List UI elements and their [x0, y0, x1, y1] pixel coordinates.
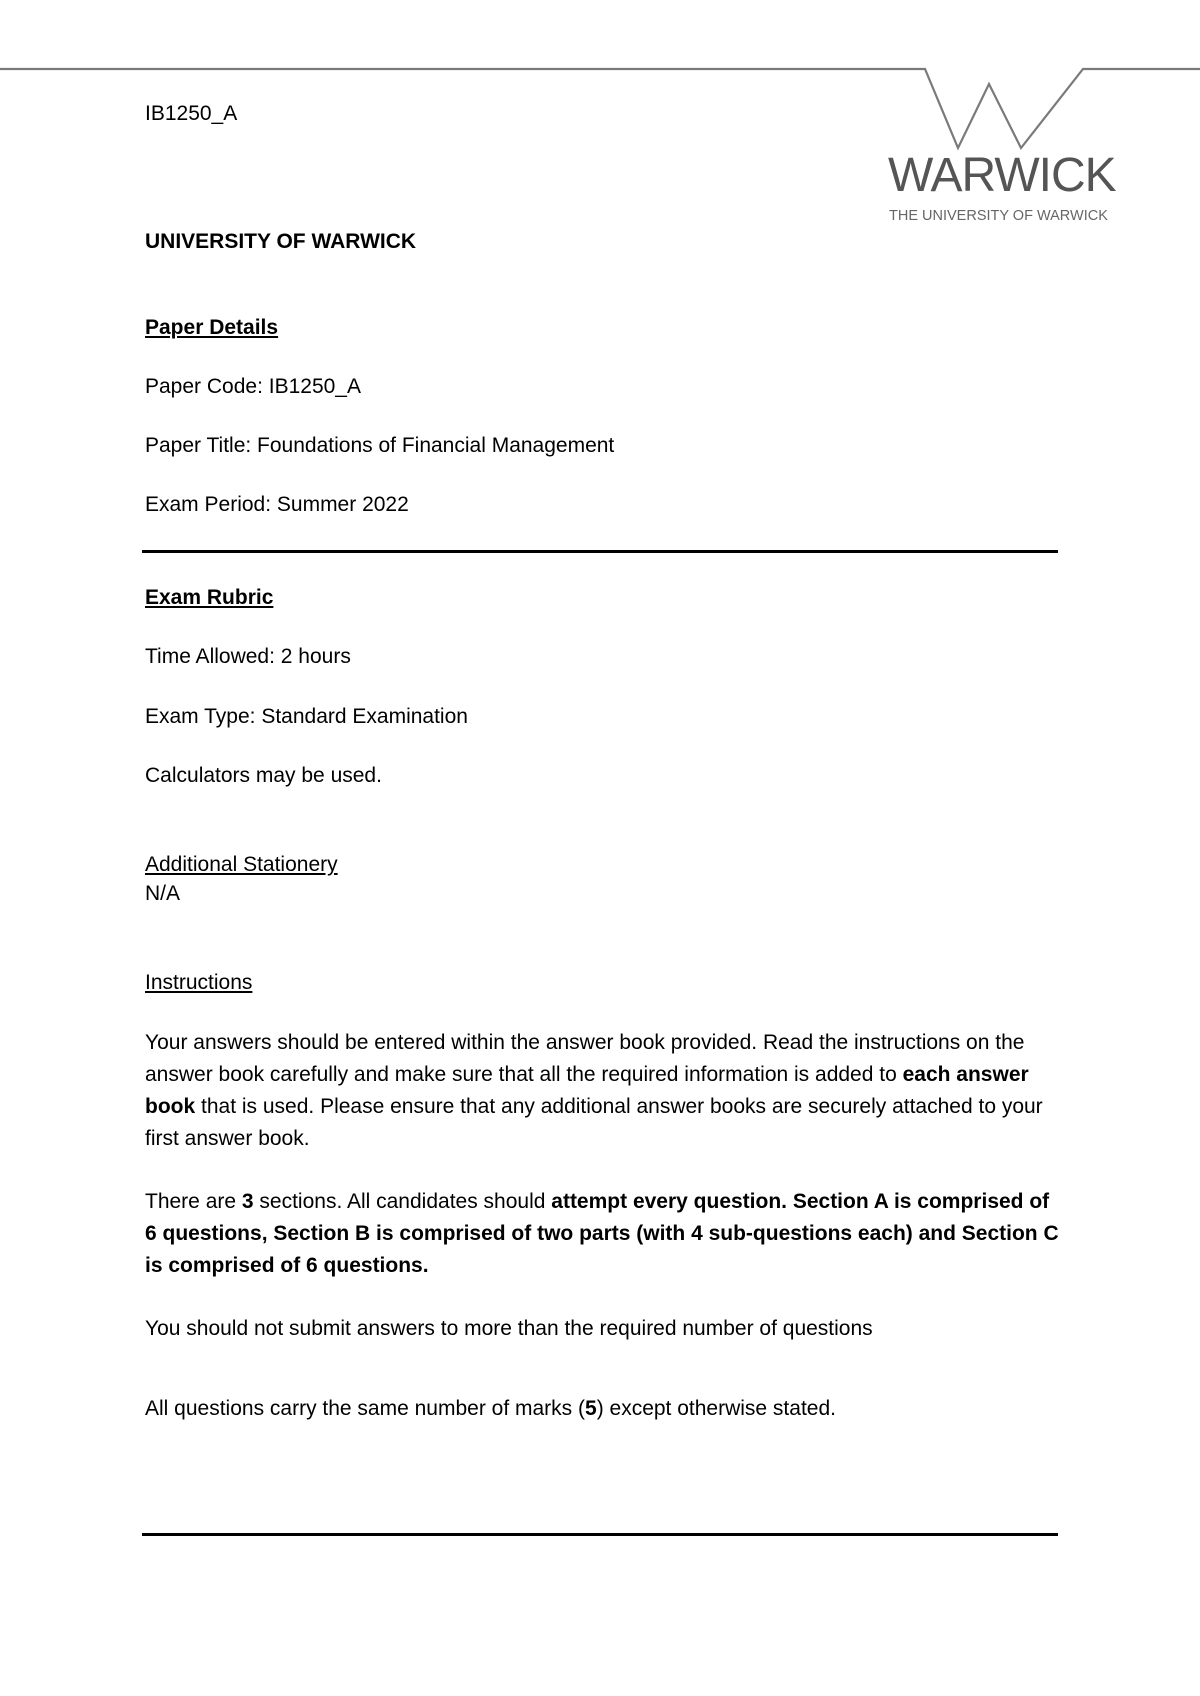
- time-allowed: Time Allowed: 2 hours: [145, 645, 351, 668]
- exam-period: Exam Period: Summer 2022: [145, 493, 409, 516]
- instructions-p2-section-count: 3: [241, 1190, 254, 1213]
- paper-code: Paper Code: IB1250_A: [145, 375, 361, 398]
- exam-type: Exam Type: Standard Examination: [145, 705, 468, 728]
- footer-divider: [142, 1533, 1058, 1536]
- instructions-p2-text-a: There are: [145, 1190, 242, 1213]
- instructions-p1-text-a: Your answers should be entered within the answer book provided. Read the instructions on the answer book carefully and make sure that all the required information is added to: [145, 1031, 1025, 1086]
- section-divider: [142, 550, 1058, 553]
- paper-details-heading: Paper Details: [145, 316, 279, 339]
- instructions-p1-emphasis: each answer book: [145, 1063, 1029, 1118]
- instructions-heading: Instructions: [145, 971, 253, 994]
- university-title: UNIVERSITY OF WARWICK: [145, 230, 417, 253]
- instructions-p2-emphasis: attempt every question. Section A is comprised of 6 questions, Section B is comprised of two parts (with 4 sub-questions each) and Section C is comprised of 6 questions.: [145, 1190, 1059, 1277]
- warwick-logo-subtitle: THE UNIVERSITY OF WARWICK: [889, 208, 1108, 224]
- instructions-paragraph-answer-book: [145, 1027, 1065, 1155]
- instructions-p4-marks: 5: [585, 1397, 597, 1420]
- calculators-note: Calculators may be used.: [145, 764, 382, 787]
- instructions-p1-text-c: that is used. Please ensure that any additional answer books are securely attached to your first answer book.: [145, 1095, 1043, 1150]
- instructions-paragraph-sections: [145, 1186, 1065, 1282]
- header-paper-code: IB1250_A: [145, 102, 238, 125]
- warwick-logo-word: WARWICK: [888, 149, 1116, 202]
- instructions-marks: [145, 1393, 836, 1425]
- instructions-p4-text-c: ) except otherwise stated.: [596, 1397, 836, 1420]
- instructions-p2-text-c: sections. All candidates should: [253, 1190, 552, 1213]
- paper-title: Paper Title: Foundations of Financial Management: [145, 434, 615, 457]
- instructions-required-questions: You should not submit answers to more than the required number of questions: [145, 1317, 873, 1340]
- exam-rubric-heading: Exam Rubric: [145, 586, 274, 609]
- additional-stationery-value: N/A: [145, 882, 181, 905]
- instructions-p4-text-a: All questions carry the same number of marks (: [145, 1397, 585, 1420]
- additional-stationery-heading: Additional Stationery: [145, 853, 338, 876]
